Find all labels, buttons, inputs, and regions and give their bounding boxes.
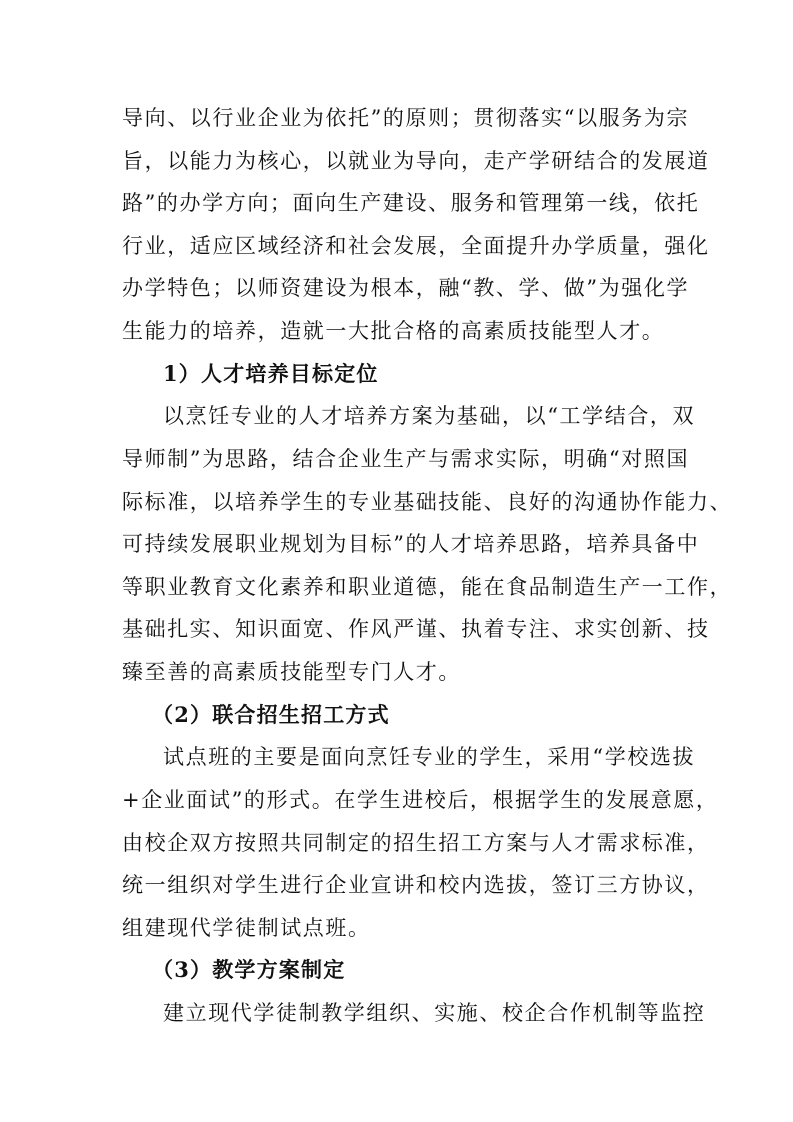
paragraph-line: 路”的办学方向；面向生产建设、服务和管理第一线，依托 (122, 191, 700, 215)
paragraph-line: 际标准，以培养学生的专业基础技能、良好的沟通协作能力、 (122, 490, 733, 514)
paragraph-line: 办学特色；以师资建设为根本，融“教、学、做”为强化学 (122, 276, 690, 300)
paragraph-line: 导师制”为思路，结合企业生产与需求实际，明确“对照国 (122, 447, 690, 471)
paragraph-line: 导向、以行业企业为依托”的原则；贯彻落实“以服务为宗 (122, 106, 690, 130)
paragraph-line: +企业面试”的形式。在学生进校后，根据学生的发展意愿， (122, 788, 719, 812)
paragraph-line: 等职业教育文化素养和职业道德，能在食品制造生产一工作， (122, 575, 733, 599)
paragraph-line: 行业，适应区域经济和社会发展，全面提升办学质量，强化 (122, 234, 710, 258)
paragraph-line: 基础扎实、知识面宽、作风严谨、执着专注、求实创新、技 (122, 617, 710, 641)
paragraph-line: 统一组织对学生进行企业宣讲和校内选拔，签订三方协议， (122, 873, 710, 897)
paragraph-line: 臻至善的高素质技能型专门人才。 (122, 660, 461, 684)
section-heading: （3）教学方案制定 (152, 957, 346, 982)
paragraph-line: 生能力的培养，造就一大批合格的高素质技能型人才。 (122, 319, 665, 343)
paragraph-line: 建立现代学徒制教学组织、实施、校企合作机制等监控 (163, 1001, 706, 1025)
section-heading: （2）联合招生招工方式 (152, 702, 390, 727)
paragraph-line: 由校企双方按照共同制定的招生招工方案与人才需求标准， (122, 831, 710, 855)
paragraph-line: 可持续发展职业规划为目标”的人才培养思路，培养具备中 (122, 532, 700, 556)
paragraph-line: 试点班的主要是面向烹饪专业的学生，采用“学校选拔 (163, 745, 696, 769)
section-heading: 1）人才培养目标定位 (163, 361, 379, 386)
paragraph-line: 旨，以能力为核心，以就业为导向，走产学研结合的发展道 (122, 149, 710, 173)
paragraph-line: 以烹饪专业的人才培养方案为基础，以“工学结合，双 (163, 404, 696, 428)
paragraph-line: 组建现代学徒制试点班。 (122, 916, 371, 940)
